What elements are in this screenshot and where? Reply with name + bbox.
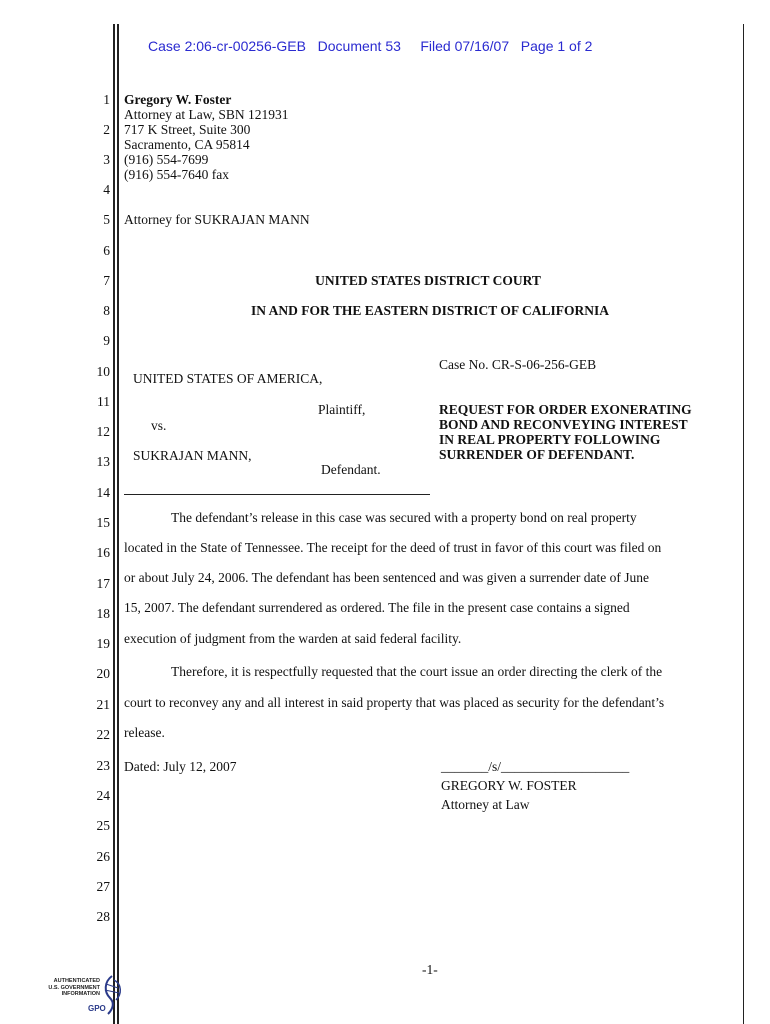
signature-line: _______/s/___________________ [441,759,630,774]
attorney-name: Gregory W. Foster [124,92,232,107]
plaintiff-party: UNITED STATES OF AMERICA, [133,371,323,386]
line-number: 16 [96,545,110,560]
gpo-logo-line-2: U.S. GOVERNMENT [48,984,100,991]
body-line-7: court to reconvey any and all interest in said property that was placed as security for the defendant’s [124,695,665,710]
line-number: 5 [103,212,110,227]
header-document: Document 53 [317,38,401,54]
line-number: 3 [103,152,110,167]
line-number: 9 [103,333,110,348]
line-number: 11 [97,394,110,409]
defendant-party: SUKRAJAN MANN, [133,448,252,463]
attorney-line-2: 717 K Street, Suite 300 [124,122,251,137]
case-header [148,38,592,54]
line-number: 24 [96,788,110,803]
line-number: 12 [96,424,110,439]
gpo-logo-text [44,978,100,998]
line-number: 4 [103,182,110,197]
line-number: 22 [96,727,110,742]
body-line-2: located in the State of Tennessee. The receipt for the deed of trust in favor of this court was filed on [124,540,662,555]
line-number: 6 [103,243,110,258]
line-number: 7 [103,273,110,288]
header-case: Case 2:06-cr-00256-GEB [148,38,306,54]
attorney-for: Attorney for SUKRAJAN MANN [124,212,310,227]
line-number: 28 [96,909,110,924]
gpo-logo-line-3: INFORMATION [61,991,100,997]
signer-title: Attorney at Law [441,797,530,812]
attorney-line-1: Attorney at Law, SBN 121931 [124,107,289,122]
line-number: 25 [96,818,110,833]
body-line-4: 15, 2007. The defendant surrendered as ordered. The file in the present case contains a signed [124,600,630,615]
line-number: 20 [96,666,110,681]
line-number: 8 [103,303,110,318]
versus: vs. [151,418,167,433]
body-line-8: release. [124,725,165,740]
document-title-line-2: BOND AND RECONVEYING INTEREST [439,417,688,432]
case-number: Case No. CR-S-06-256-GEB [439,357,597,372]
document-title-line-3: IN REAL PROPERTY FOLLOWING [439,432,661,447]
defendant-label: Defendant. [321,462,381,477]
line-number: 21 [96,697,110,712]
court-district: IN AND FOR THE EASTERN DISTRICT OF CALIFORNIA [251,303,609,318]
plaintiff-label: Plaintiff, [318,402,366,417]
document-title-line-1: REQUEST FOR ORDER EXONERATING [439,402,692,417]
header-page: Page 1 of 2 [520,38,593,54]
attorney-line-4: (916) 554-7699 [124,152,209,167]
court-name: UNITED STATES DISTRICT COURT [315,273,541,288]
left-margin-rule-inner [117,24,119,1024]
date-line: Dated: July 12, 2007 [124,759,237,774]
body-line-6: Therefore, it is respectfully requested that the court issue an order directing the clerk of the [171,664,663,679]
line-number: 23 [96,758,110,773]
line-number: 13 [96,454,110,469]
body-line-5: execution of judgment from the warden at said federal facility. [124,631,462,646]
line-number: 14 [96,485,110,500]
page-number: -1- [422,962,438,977]
header-filed: Filed 07/16/07 [420,38,510,54]
attorney-line-5: (916) 554-7640 fax [124,167,229,182]
line-number: 2 [103,122,110,137]
line-number: 27 [96,879,110,894]
line-number: 18 [96,606,110,621]
line-number: 17 [96,576,110,591]
left-margin-rule-outer [113,24,115,1024]
attorney-line-3: Sacramento, CA 95814 [124,137,250,152]
line-number: 1 [103,92,110,107]
line-number: 15 [96,515,110,530]
line-number: 10 [96,364,110,379]
body-line-1: The defendant’s release in this case was secured with a property bond on real property [171,510,637,525]
gpo-mark: GPO [88,1004,106,1013]
line-number: 26 [96,849,110,864]
gpo-logo-line-1: AUTHENTICATED [53,978,100,984]
body-line-3: or about July 24, 2006. The defendant has been sentenced and was given a surrender date of June [124,570,649,585]
right-margin-rule [743,24,744,1024]
document-title [439,402,692,462]
line-number: 19 [96,636,110,651]
document-title-line-4: SURRENDER OF DEFENDANT. [439,447,635,462]
caption-underline [124,494,430,495]
signer-name: GREGORY W. FOSTER [441,778,577,793]
